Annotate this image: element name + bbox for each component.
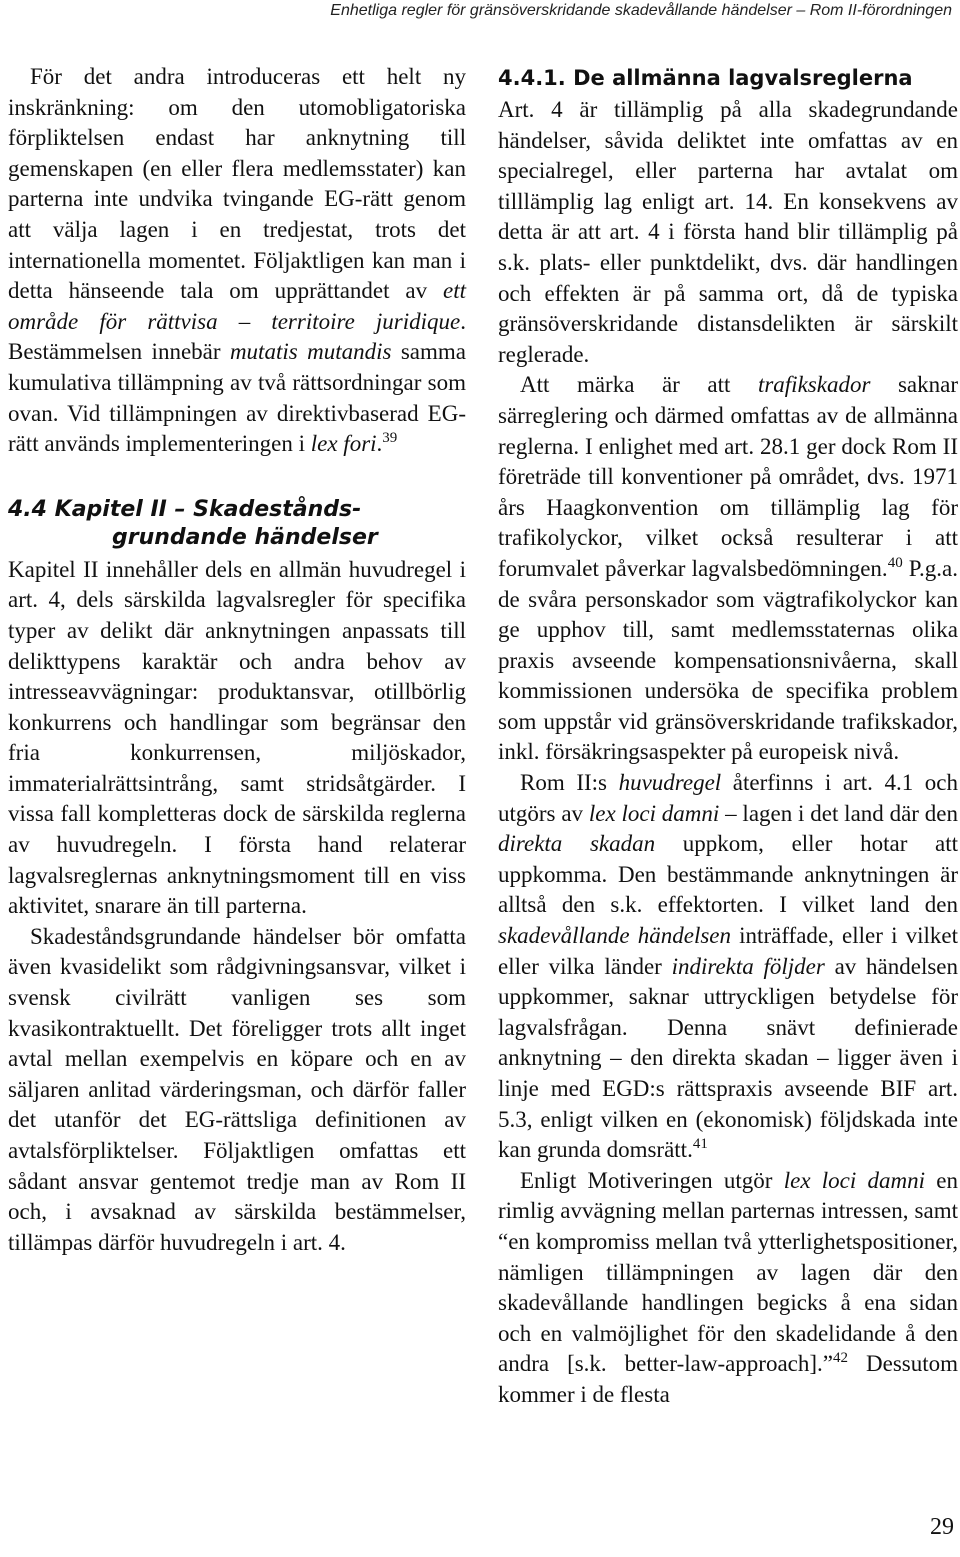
right-column [498, 64, 958, 1411]
running-header: Enhetliga regler för gränsöverskridande skadevållande händelser – Rom II-förordningen [330, 2, 952, 19]
left-column [8, 62, 466, 1258]
footnote-ref: 40 [887, 554, 903, 571]
page-number: 29 [930, 1514, 954, 1540]
section-heading: 4.4 Kapitel II – Skadestånds- grundande händelser [8, 496, 378, 550]
subsection-heading: 4.4.1. De allmänna lagvalsreglerna [498, 66, 913, 90]
paragraph: Art. 4 är tillämplig på alla skadegrundande händelser, såvida deliktet inte omfattas av en specialregel, eller parterna har avtalat om tilllämplig lag enligt art. 14. En konsekvens av detta är att art. 4 i första hand blir tillämplig på s.k. plats- eller punktdelikt, dvs. där handlingen och effekten är på samma ort, då de typiska gränsöverskridande distansdelikten är särskilt reglerade. [498, 97, 958, 367]
footnote-ref: 42 [833, 1350, 849, 1367]
footnote-ref: 39 [382, 430, 398, 447]
paragraph: Rom II:s huvudregel återfinns i art. 4.1 och utgörs av lex loci damni – lagen i det land där den direkta skadan uppkom, eller hotar att uppkomma. Den bestämmande anknytningen är alltså den s.k. effektorten. I vilket land den skadevållande händelsen inträffade, eller i vilket eller vilka länder indirekta följder av händelsen uppkommer, saknar uttryckligen betydelse för lagvalsfrågan. Denna snävt definierade anknytning – den direkta skadan – ligger även i linje med EGD:s rättspraxis avseende BIF art. 5.3, enligt vilken en (ekonomisk) följdskada inte kan grunda domsrätt.$^{41}$ [498, 770, 959, 1163]
paragraph: Kapitel II innehåller dels en allmän huvudregel i art. 4, dels särskilda lagvalsregler för specifika typer av delikt där anknytningen anpassats till delikttypens karaktär och andra behov av intresseavvägningar: produktansvar, otillbörlig konkurrens och handlingar som begränsar den fria konkurrensen, miljöskador, immaterialrättsintrång, samt stridsåtgärder. I vissa fall kompletteras dock de särskilda reglerna av huvudregeln. I första hand relaterar lagvalsreglernas anknytningsmoment till en viss aktivitet, snarare än till parterna. [8, 556, 466, 919]
paragraph: För det andra introduceras ett helt ny inskränkning: om den utomobligatoriska förpliktelsen endast har anknytning till gemenskapen (en eller flera medlemsstater) kan parterna inte undvika tvingande EG-rätt genom att välja lagen i en tredjestat, trots det internationella momentet. Följaktligen kan man i detta hänseende tala om upprättandet av ett område för rättvisa – territoire juridique. Bestämmelsen innebär mutatis mutandis samma kumulativa tillämpning av två rättsordningar som ovan. Vid tillämpningen av direktivbaserad EG-rätt används implementeringen i lex fori.$^{39}$ [8, 64, 466, 457]
paragraph: Att märka är att trafikskador saknar särreglering och därmed omfattas av de allmänna reglerna. I enlighet med art. 28.1 ger dock Rom II företräde till konventioner på området, dvs. 1971 års Haagkonvention om tillämplig lag för trafikolyckor, vilket också resulterar i att forumvalet påverkar lagvalsbedömningen.$^{40}$ P.g.a. de svåra personskador som vägtrafikolyckor kan ge upphov till, samt medlemsstaternas olika praxis avseende kompensationsnivåerna, skall kommissionen undersöka de specifika problem som uppstår vid gränsöverskridande trafikskador, inkl. försäkringsaspekter på europeisk nivå. [498, 372, 959, 765]
paragraph: Enligt Motiveringen utgör lex loci damni en rimlig avvägning mellan parternas intressen, samt “en kompromiss mellan två ytterlighetspositioner, nämligen tillämpningen av lagen där den skadevållande handlingen begicks å ena sidan och en valmöjlighet för den skadelidande å den andra [s.k. better-law-approach].”$^{42}$ Dessutom kommer i de flesta [498, 1167, 959, 1407]
footnote-ref: 41 [692, 1136, 708, 1153]
paragraph: Skadeståndsgrundande händelser bör omfatta även kvasidelikt som rådgivningsansvar, vilket i svensk civilrätt vanligen ses som kvasikontraktuellt. Det föreligger trots allt inget avtal mellan exempelvis en köpare och en av säljaren anlitad värderingsman, och därför faller det utanför det EG-rättsliga definitionen av avtalsförpliktelser. Följaktligen omfattas ett sådant ansvar gentemot tredje man av Rom II och, i avsaknad av särskilda bestämmelser, tillämpas därför huvudregeln i art. 4. [8, 923, 466, 1255]
